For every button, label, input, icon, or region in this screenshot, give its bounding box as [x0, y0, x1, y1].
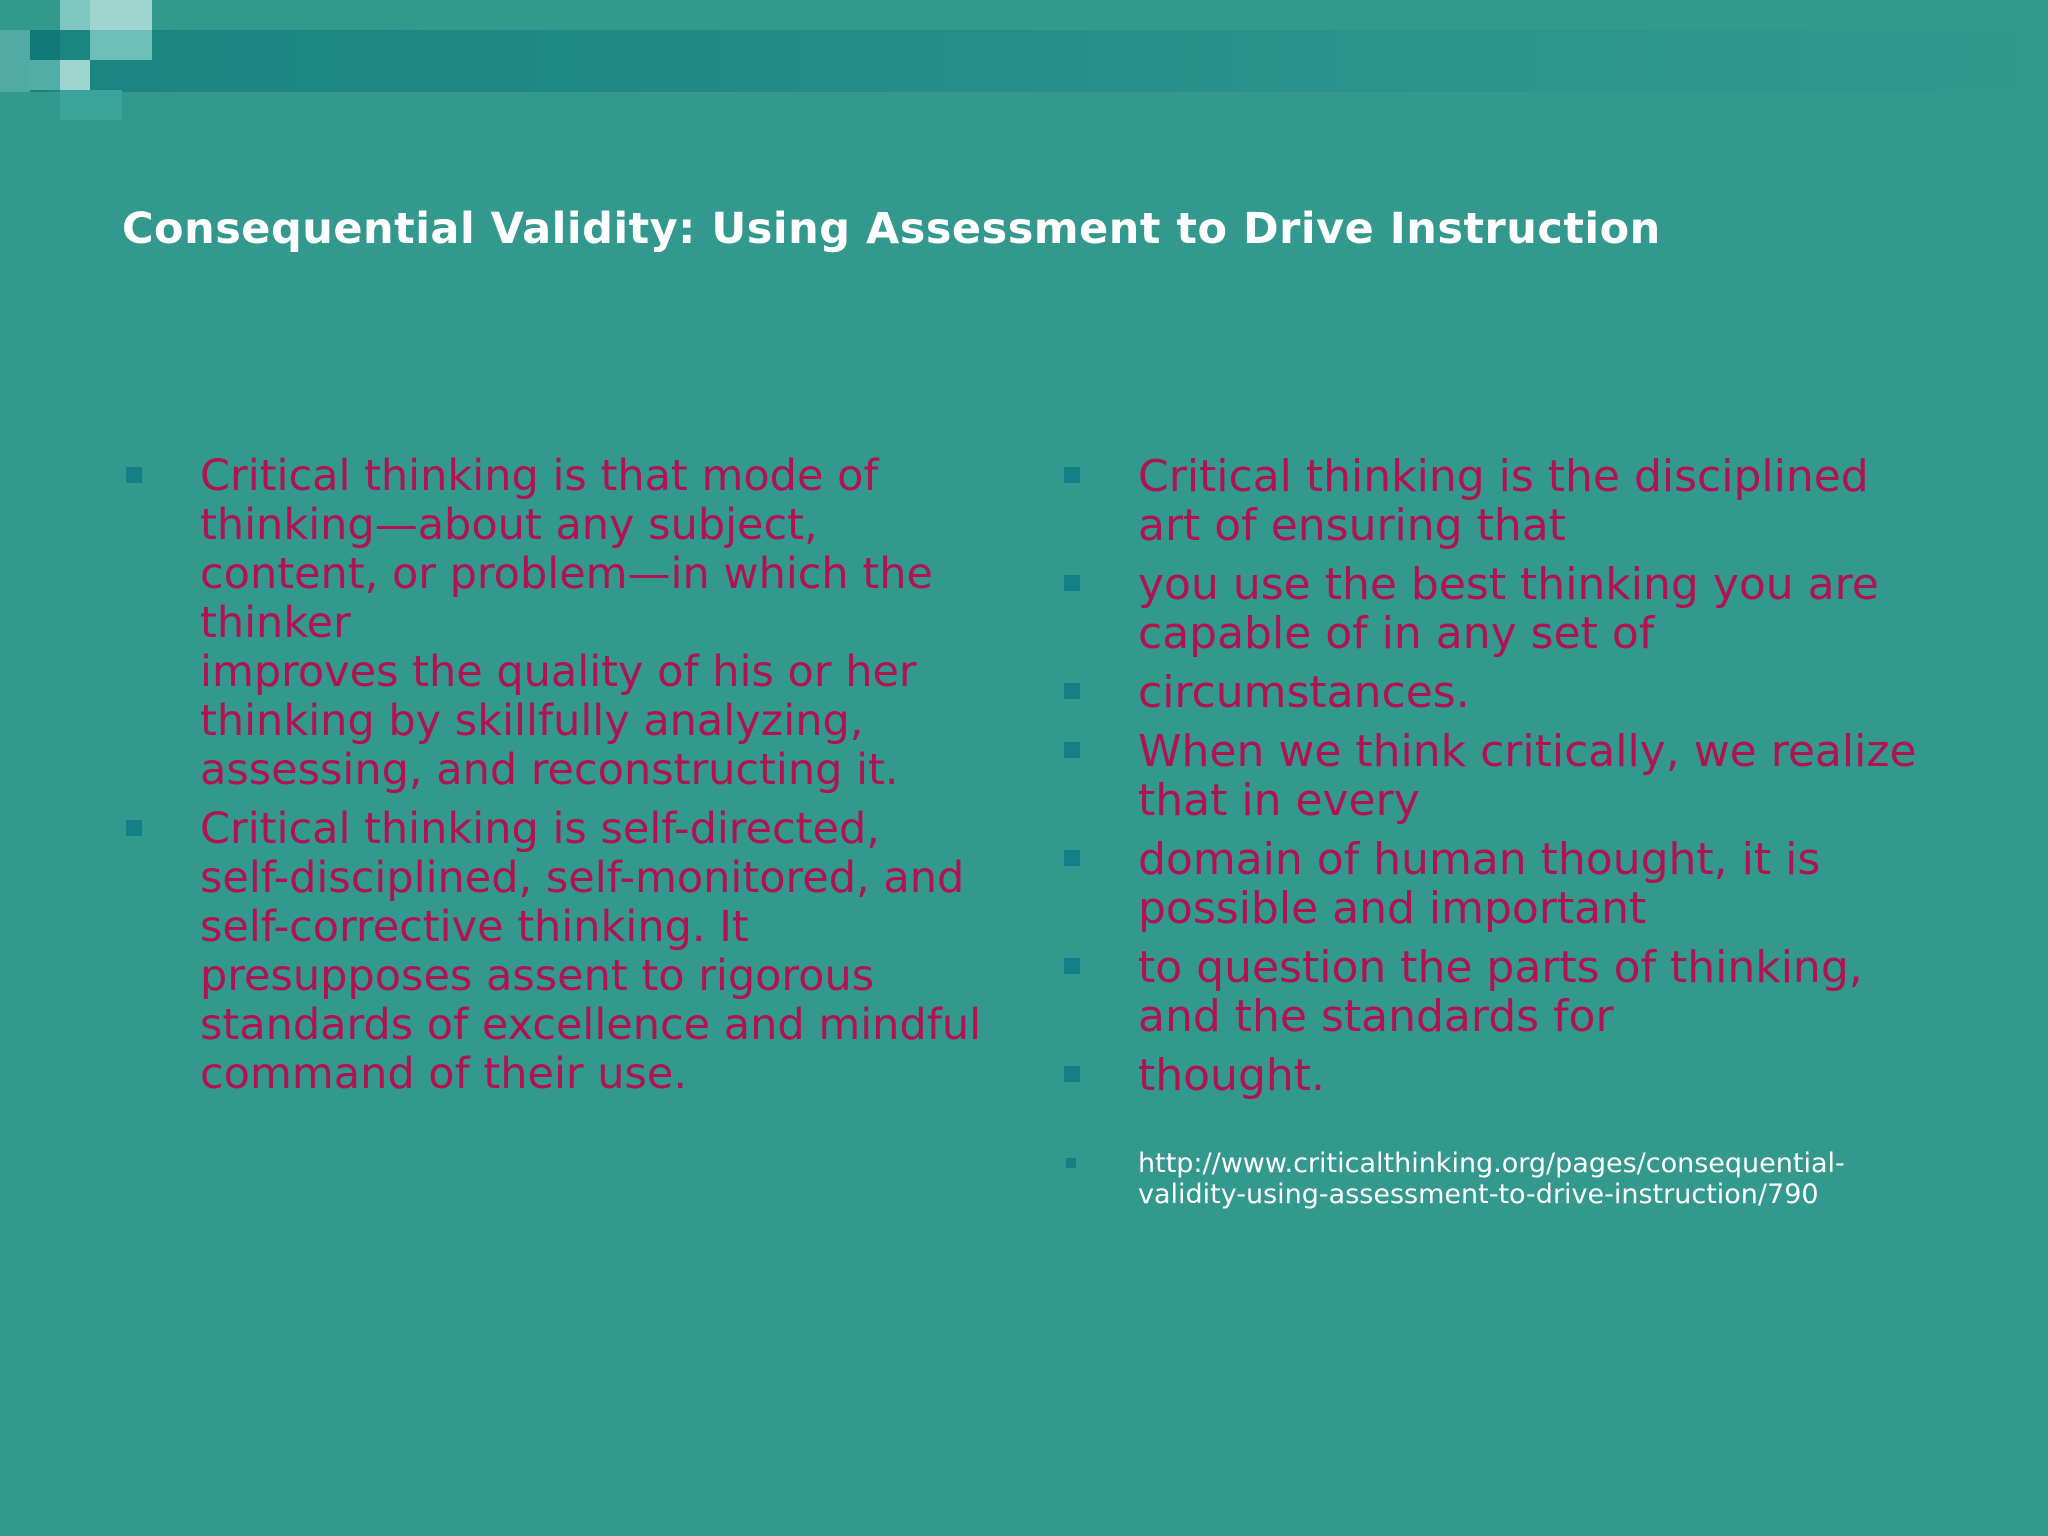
decor-square	[30, 60, 60, 90]
list-item	[1060, 835, 1990, 933]
item-line: possible and important	[1138, 883, 1647, 934]
square-bullet-icon	[126, 820, 142, 836]
square-bullet-icon	[1064, 850, 1080, 866]
square-bullet-icon	[1066, 1158, 1076, 1168]
source-link-line[interactable]: http://www.criticalthinking.org/pages/consequential-	[1138, 1148, 1845, 1179]
list-item	[122, 805, 982, 1099]
item-line: thinking by skillfully analyzing,	[200, 696, 864, 746]
item-line: self-corrective thinking. It	[200, 902, 749, 952]
square-bullet-icon	[1064, 575, 1080, 591]
item-line: presupposes assent to rigorous	[200, 951, 875, 1001]
source-link-item[interactable]	[1060, 1148, 1990, 1210]
item-line: thinker	[200, 598, 351, 648]
list-item	[1060, 560, 1990, 658]
decor-square	[60, 60, 90, 90]
list-item	[122, 452, 982, 795]
item-line: Critical thinking is the disciplined	[1138, 451, 1869, 502]
item-line: Critical thinking is that mode of	[200, 451, 879, 501]
item-line: assessing, and reconstructing it.	[200, 745, 899, 795]
decor-square	[0, 30, 30, 92]
list-item	[1060, 943, 1990, 1041]
item-line: to question the parts of thinking,	[1138, 942, 1863, 993]
right-bullet-list	[1060, 452, 1990, 1210]
square-bullet-icon	[1064, 467, 1080, 483]
item-line: self-disciplined, self-monitored, and	[200, 853, 965, 903]
decor-square	[60, 0, 90, 30]
item-line: circumstances.	[1138, 667, 1470, 718]
item-line: art of ensuring that	[1138, 500, 1566, 551]
slide-title: Consequential Validity: Using Assessment to Drive Instruction	[122, 204, 1661, 254]
item-line: improves the quality of his or her	[200, 647, 917, 697]
square-bullet-icon	[1064, 1066, 1080, 1082]
item-line: domain of human thought, it is	[1138, 834, 1821, 885]
item-line: you use the best thinking you are	[1138, 559, 1879, 610]
decor-square	[90, 30, 152, 60]
decor-square	[30, 30, 60, 60]
square-bullet-icon	[126, 467, 142, 483]
item-line: thinking—about any subject,	[200, 500, 818, 550]
square-bullet-icon	[1064, 742, 1080, 758]
item-line: When we think critically, we realize	[1138, 726, 1917, 777]
item-line: that in every	[1138, 775, 1420, 826]
left-bullet-list	[122, 452, 982, 1109]
list-item	[1060, 452, 1990, 550]
item-line: thought.	[1138, 1050, 1325, 1101]
list-item	[1060, 727, 1990, 825]
item-line: command of their use.	[200, 1049, 688, 1099]
item-line: and the standards for	[1138, 991, 1614, 1042]
decor-square	[60, 90, 122, 120]
decor-square	[90, 0, 152, 30]
source-link-line[interactable]: validity-using-assessment-to-drive-instruction/790	[1138, 1179, 1819, 1210]
item-line: capable of in any set of	[1138, 608, 1655, 659]
list-item	[1060, 1051, 1990, 1100]
square-bullet-icon	[1064, 683, 1080, 699]
item-line: standards of excellence and mindful	[200, 1000, 982, 1050]
item-line: content, or problem—in which the	[200, 549, 933, 599]
item-line: Critical thinking is self-directed,	[200, 804, 880, 854]
header-band	[0, 30, 2048, 92]
square-bullet-icon	[1064, 958, 1080, 974]
list-item	[1060, 668, 1990, 717]
